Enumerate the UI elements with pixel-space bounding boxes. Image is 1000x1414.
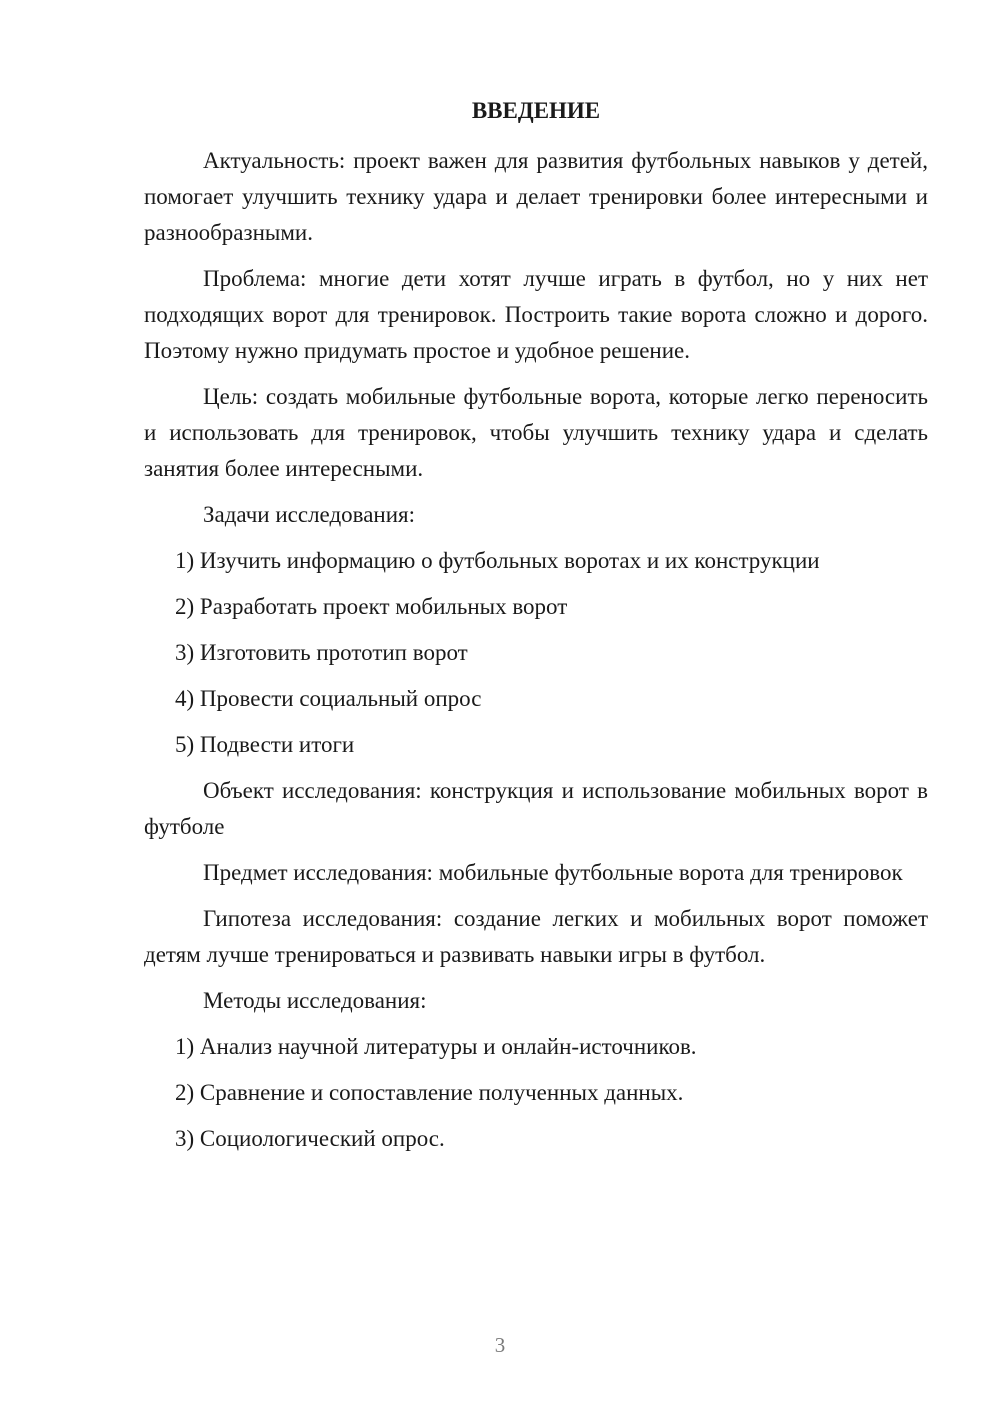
methods-heading: Методы исследования: [203, 988, 427, 1013]
list-item: 3) Социологический опрос. [175, 1126, 445, 1151]
methods-list [144, 1029, 928, 1157]
subject-paragraph: Предмет исследования: мобильные футбольные ворота для тренировок [203, 860, 903, 885]
problem-paragraph: Проблема: многие дети хотят лучше играть в футбол, но у них нет подходящих ворот для тренировок. Построить такие ворота сложно и дорого. Поэтому нужно придумать простое и удобное решение. [144, 266, 928, 363]
tasks-heading: Задачи исследования: [203, 502, 416, 527]
relevance-paragraph: Актуальность: проект важен для развития футбольных навыков у детей, помогает улучшить технику удара и делает тренировки более интересными и разнообразными. [144, 148, 928, 245]
tasks-list [144, 543, 928, 763]
page-number: 3 [494, 1333, 506, 1357]
list-item: 2) Разработать проект мобильных ворот [175, 594, 568, 619]
list-item: 2) Сравнение и сопоставление полученных данных. [175, 1080, 684, 1105]
section-heading: ВВЕДЕНИЕ [471, 98, 601, 123]
list-item: 1) Изучить информацию о футбольных воротах и их конструкции [175, 548, 820, 573]
list-item: 5) Подвести итоги [175, 732, 355, 757]
list-item: 4) Провести социальный опрос [175, 686, 482, 711]
hypothesis-paragraph: Гипотеза исследования: создание легких и мобильных ворот поможет детям лучше тренироваться и развивать навыки игры в футбол. [144, 906, 928, 967]
goal-paragraph: Цель: создать мобильные футбольные ворота, которые легко переносить и использовать для тренировок, чтобы улучшить технику удара и сделать занятия более интересными. [144, 384, 928, 481]
list-item: 1) Анализ научной литературы и онлайн-источников. [175, 1034, 697, 1059]
document-page [144, 95, 928, 1167]
object-paragraph: Объект исследования: конструкция и использование мобильных ворот в футболе [144, 778, 928, 839]
list-item: 3) Изготовить прототип ворот [175, 640, 468, 665]
